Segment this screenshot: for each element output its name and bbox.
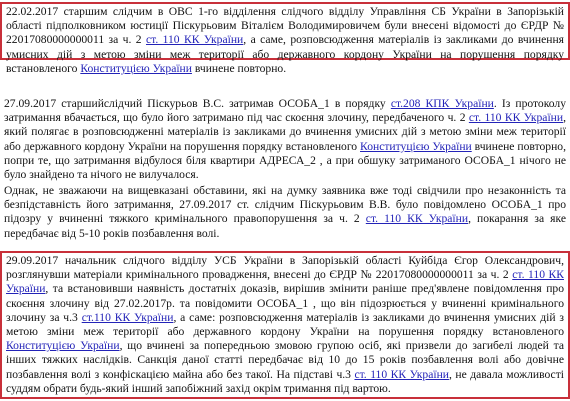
law-reference-link[interactable]: Конституцією України — [6, 339, 120, 353]
law-reference-link[interactable]: Конституцією України — [360, 139, 472, 153]
paragraph-text: , який полягає в розповсюдженні матеріалів із закликами до вчинення умисних дій з метою зміни меж території або державного кордону України на порушення порядку встановленого — [4, 111, 566, 153]
paragraph-text: , та встановивши наявність достатніх доказів, вирішив змінити раніше пред'явлене повідомлення про скоєння злочину від 27.02.2017р. та повідомити ОСОБА_1 , що він підозрюється у вчиненні кримінального злочину за ч.3 — [6, 282, 564, 324]
paragraph-text: вчинене повторно, попри те, що затримання відбулося біля квартири АДРЕСА_2 , а при обшуку затриманого ОСОБА_1 нічого не було знайдено та нічого не вилучалося. — [4, 139, 566, 182]
law-reference-link[interactable]: ст. 110 КК України — [354, 367, 449, 381]
paragraph-changed-suspicion-highlighted — [0, 251, 570, 399]
paragraph-text: 27.09.2017 старшийслідчий Піскурьов В.С. затримав ОСОБА_1 в порядку — [4, 97, 391, 110]
law-reference-link[interactable]: ст. 110 КК України — [365, 212, 469, 226]
paragraph-suspicion — [0, 183, 570, 245]
law-reference-link[interactable]: ст. 110 КК України — [468, 111, 564, 125]
paragraph-text: , що вчинені за попередньою змовою групою осіб, які призвели до загибелі людей та інших тяжких наслідків. Санкція даної статті передбачає від 10 до 15 років позбавлення волі або довічне позбавлення волі з конфіскацією майна або без такої. На підставі ч.3 — [6, 339, 565, 381]
paragraph-text: вчинене повторно. — [191, 61, 287, 75]
law-reference-link[interactable]: ст.208 КПК України — [390, 97, 494, 110]
paragraph-first-highlighted — [0, 2, 570, 75]
law-reference-link[interactable]: Конституцією України — [80, 61, 192, 75]
paragraph-detention — [0, 96, 570, 182]
paragraph-text: , а саме, розповсюдження матеріалів із закликами до вчинення умисних дій з метою зміни меж території або державного кордону України на порушення порядку встановленого — [6, 33, 564, 75]
paragraph-text: , не давала можливості суддям обрати будь-який інший запобіжний захід окрім тримання під вартою. — [6, 367, 564, 395]
paragraph-text: Однак, не зважаючи на вищевказані обставини, які на думку заявника вже тоді свідчили про незаконність та безпідставність його затримання, 27.09.2017 ст. слідчим Піскурьовим В.В. було повідомлено ОСОБА_1 про підозру у вчиненні тяжкого кримінального правопорушення за ч. 2 — [4, 184, 566, 226]
paragraph-text: , покарання за яке передбачає від 5-10 років позбавлення волі. — [4, 212, 566, 240]
paragraph-text: 22.02.2017 старшим слідчим в ОВС 1-го відділення слідчого відділу Управління СБ України в Запорізькій області підполковником юстиції Піскурьовим Віталієм Володимировичем були внесені відомості до ЄРДР № 22017080000000011 за ч. 2 — [6, 5, 564, 47]
law-reference-link[interactable]: ст. 110 КК України — [145, 33, 244, 47]
law-reference-link[interactable]: ст. 110 КК України — [6, 268, 564, 296]
paragraph-text: 29.09.2017 начальник слідчого відділу УСБ України в Запорізькій області Куйбіда Єгор Олександрович, розглянувши матеріали кримінального провадження, внесені до ЄРДР № 22017080000000011 за ч. 2 — [6, 254, 564, 282]
paragraph-text: . Із протоколу затримання вбачається, що було його затримано під час скоєння злочину, передбаченого ч. 2 — [4, 97, 567, 125]
paragraph-text: , а саме: розповсюдження матеріалів із закликами до вчинення умисних дій з метою зміни меж території або державного кордону України на порушення порядку встановленого — [6, 310, 564, 339]
law-reference-link[interactable]: ст.110 КК України — [81, 310, 174, 324]
